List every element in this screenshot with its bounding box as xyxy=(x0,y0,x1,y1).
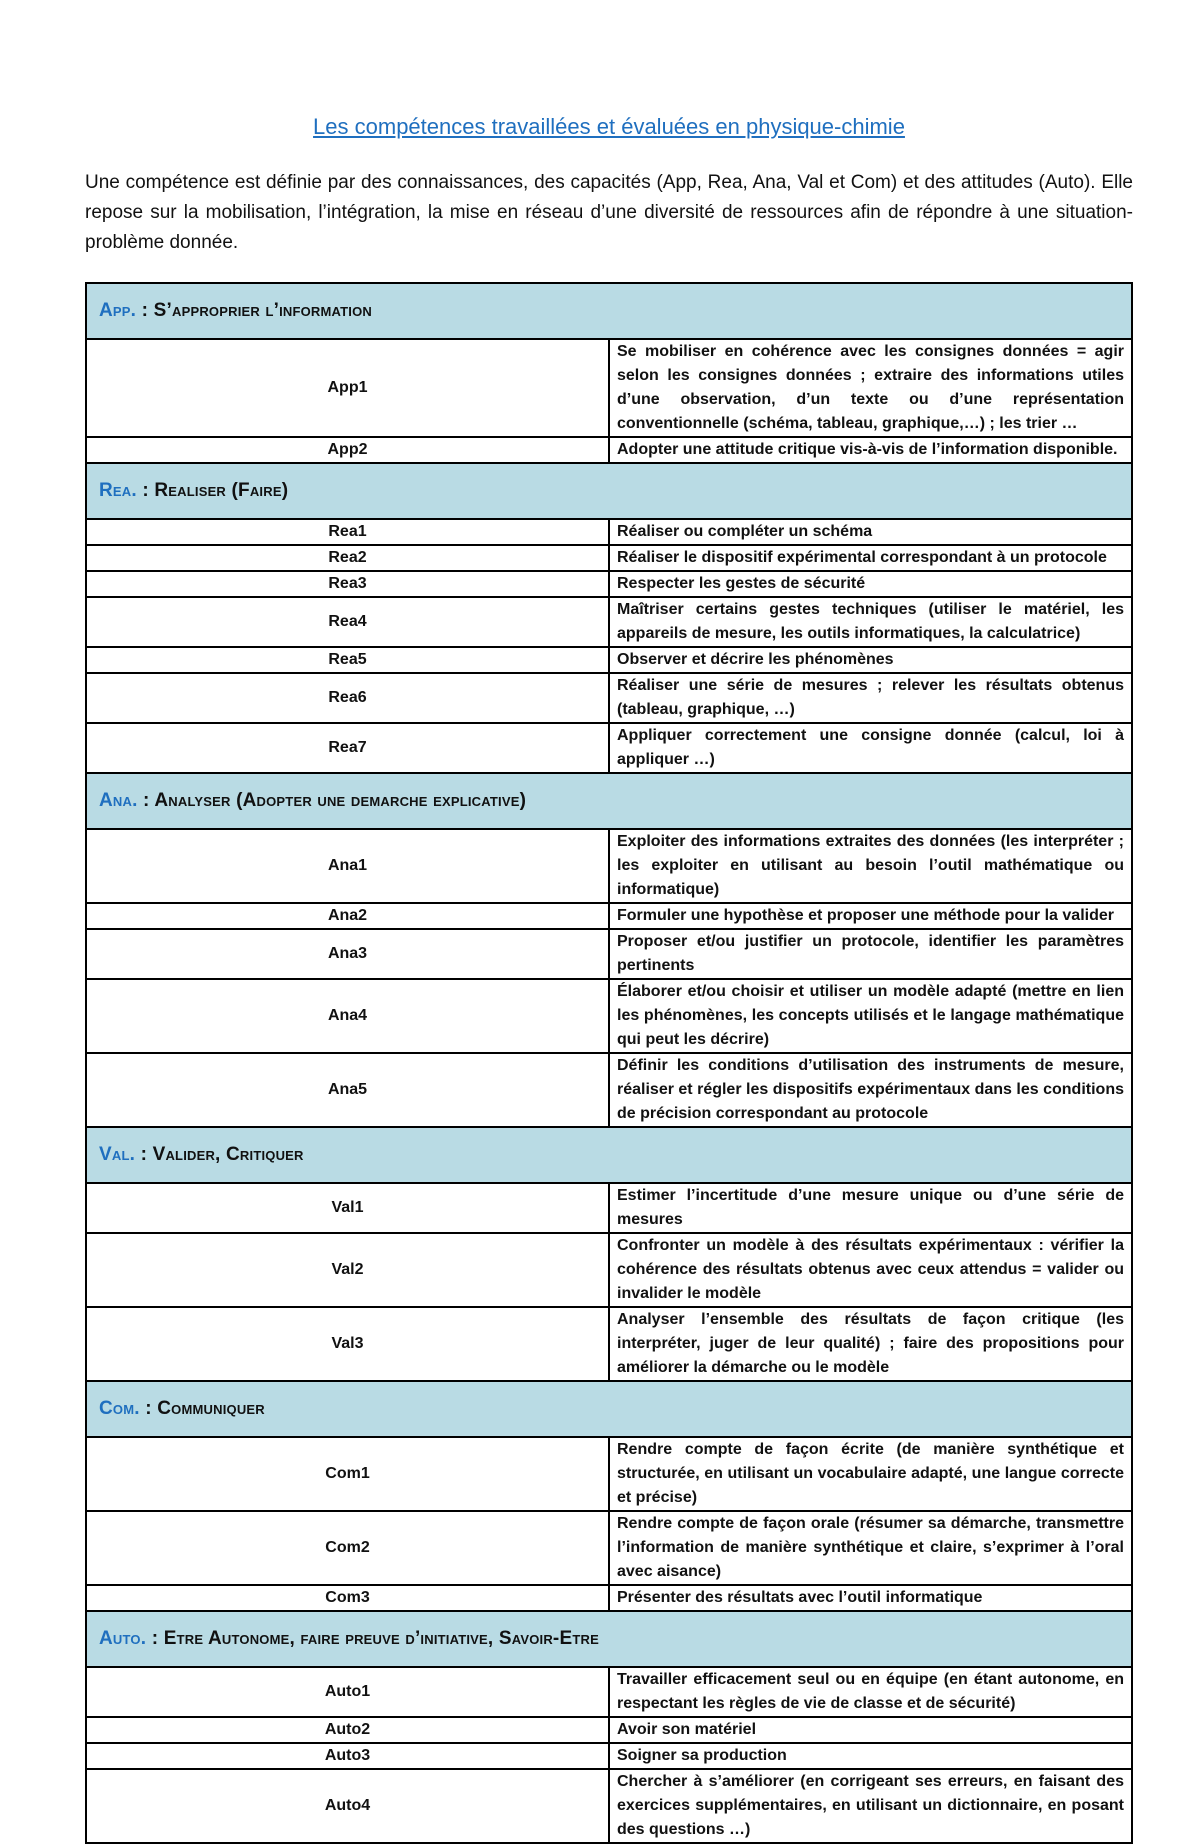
section-abbreviation: Ana. xyxy=(99,790,138,811)
competence-description: Définir les conditions d’utilisation des instruments de mesure, réaliser et régler les dispositifs expérimentaux dans les conditions de précision correspondant au protocole xyxy=(609,1053,1132,1127)
section-header-row xyxy=(86,1127,1132,1183)
competence-description: Adopter une attitude critique vis-à-vis de l’information disponible. xyxy=(609,437,1132,463)
competence-row xyxy=(86,979,1132,1053)
section-header-cell xyxy=(86,773,1132,829)
competence-code: Auto3 xyxy=(86,1743,609,1769)
competence-description: Avoir son matériel xyxy=(609,1717,1132,1743)
section-header-row xyxy=(86,283,1132,339)
competence-description: Réaliser le dispositif expérimental correspondant à un protocole xyxy=(609,545,1132,571)
competence-description: Appliquer correctement une consigne donnée (calcul, loi à appliquer …) xyxy=(609,723,1132,773)
competence-row xyxy=(86,571,1132,597)
competence-code: Rea3 xyxy=(86,571,609,597)
section-separator: : xyxy=(146,1628,164,1649)
competence-description: Proposer et/ou justifier un protocole, identifier les paramètres pertinents xyxy=(609,929,1132,979)
competence-code: Ana3 xyxy=(86,929,609,979)
competence-description: Travailler efficacement seul ou en équipe (en étant autonome, en respectant les règles de vie de classe et de sécurité) xyxy=(609,1667,1132,1717)
section-separator: : xyxy=(135,1144,153,1165)
competence-code: Val3 xyxy=(86,1307,609,1381)
competence-description: Analyser l’ensemble des résultats de façon critique (les interpréter, juger de leur qualité) ; faire des propositions pour améliorer la démarche ou le modèle xyxy=(609,1307,1132,1381)
section-header-cell xyxy=(86,1381,1132,1437)
section-name: Communiquer xyxy=(157,1398,265,1419)
competence-description: Formuler une hypothèse et proposer une méthode pour la valider xyxy=(609,903,1132,929)
competence-row xyxy=(86,929,1132,979)
competence-description: Estimer l’incertitude d’une mesure unique ou d’une série de mesures xyxy=(609,1183,1132,1233)
competence-row xyxy=(86,1769,1132,1843)
section-header-cell xyxy=(86,1127,1132,1183)
competence-row xyxy=(86,1667,1132,1717)
section-header-cell xyxy=(86,463,1132,519)
competence-code: Rea2 xyxy=(86,545,609,571)
competence-description: Élaborer et/ou choisir et utiliser un modèle adapté (mettre en lien les phénomènes, les concepts utilisés et le langage mathématique qui peut les décrire) xyxy=(609,979,1132,1053)
section-name: Etre Autonome, faire preuve d’initiative, Savoir-Etre xyxy=(163,1628,599,1649)
competence-row xyxy=(86,339,1132,437)
section-abbreviation: Auto. xyxy=(99,1628,147,1649)
competence-description: Exploiter des informations extraites des données (les interpréter ; les exploiter en utilisant au besoin l’outil mathématique ou informatique) xyxy=(609,829,1132,903)
competence-row xyxy=(86,723,1132,773)
competence-row xyxy=(86,1743,1132,1769)
section-separator: : xyxy=(139,1398,158,1419)
section-header-row xyxy=(86,463,1132,519)
competence-code: Auto2 xyxy=(86,1717,609,1743)
competence-row xyxy=(86,437,1132,463)
competence-description: Observer et décrire les phénomènes xyxy=(609,647,1132,673)
section-header-row xyxy=(86,1381,1132,1437)
competence-description: Chercher à s’améliorer (en corrigeant ses erreurs, en faisant des exercices supplémentaires, en utilisant un dictionnaire, en posant des questions …) xyxy=(609,1769,1132,1843)
competence-row xyxy=(86,545,1132,571)
section-abbreviation: Com. xyxy=(99,1398,140,1419)
intro-paragraph: Une compétence est définie par des connaissances, des capacités (App, Rea, Ana, Val et Com) et des attitudes (Auto). Elle repose sur la mobilisation, l’intégration, la mise en réseau d’une diversité de ressources afin de répondre à une situation-problème donnée. xyxy=(85,172,1133,253)
competence-code: Com2 xyxy=(86,1511,609,1585)
competences-table-body xyxy=(86,283,1132,1843)
document-page xyxy=(85,112,1133,1844)
competence-code: Rea6 xyxy=(86,673,609,723)
competence-row xyxy=(86,1307,1132,1381)
competence-row xyxy=(86,1717,1132,1743)
competence-row xyxy=(86,1511,1132,1585)
section-header-row xyxy=(86,1611,1132,1667)
competence-code: Val2 xyxy=(86,1233,609,1307)
section-separator: : xyxy=(136,300,154,321)
section-name: S’approprier l’information xyxy=(153,300,373,321)
section-name: Valider, Critiquer xyxy=(152,1144,304,1165)
competence-description: Rendre compte de façon orale (résumer sa démarche, transmettre l’information de manière synthétique et claire, s’exprimer à l’oral avec aisance) xyxy=(609,1511,1132,1585)
document-title: Les compétences travaillées et évaluées en physique-chimie xyxy=(313,114,905,139)
competence-code: Rea5 xyxy=(86,647,609,673)
competences-table xyxy=(85,282,1133,1844)
section-header-cell xyxy=(86,1611,1132,1667)
competence-description: Rendre compte de façon écrite (de manière synthétique et structurée, en utilisant un vocabulaire adapté, une langue correcte et précise) xyxy=(609,1437,1132,1511)
competence-description: Respecter les gestes de sécurité xyxy=(609,571,1132,597)
competence-code: Ana4 xyxy=(86,979,609,1053)
section-name: Realiser (Faire) xyxy=(154,480,289,501)
competence-code: App1 xyxy=(86,339,609,437)
section-name: Analyser (Adopter une demarche explicative) xyxy=(154,790,527,811)
competence-description: Se mobiliser en cohérence avec les consignes données = agir selon les consignes données ; extraire des informations utiles d’une observation, d’un texte ou d’une représentation conventionnelle (schéma, tableau, graphique,…) ; les trier … xyxy=(609,339,1132,437)
competence-code: Ana5 xyxy=(86,1053,609,1127)
competence-row xyxy=(86,647,1132,673)
competence-description: Présenter des résultats avec l’outil informatique xyxy=(609,1585,1132,1611)
section-header-row xyxy=(86,773,1132,829)
competence-row xyxy=(86,1053,1132,1127)
competence-code: Rea1 xyxy=(86,519,609,545)
competence-row xyxy=(86,519,1132,545)
competence-row xyxy=(86,1585,1132,1611)
competence-row xyxy=(86,673,1132,723)
competence-code: Auto4 xyxy=(86,1769,609,1843)
competence-description: Confronter un modèle à des résultats expérimentaux : vérifier la cohérence des résultats obtenus avec ceux attendus = valider ou invalider le modèle xyxy=(609,1233,1132,1307)
section-header-cell xyxy=(86,283,1132,339)
section-separator: : xyxy=(136,480,155,501)
competence-description: Soigner sa production xyxy=(609,1743,1132,1769)
competence-description: Maîtriser certains gestes techniques (utiliser le matériel, les appareils de mesure, les outils informatiques, la calculatrice) xyxy=(609,597,1132,647)
competence-code: Val1 xyxy=(86,1183,609,1233)
section-abbreviation: Rea. xyxy=(99,480,137,501)
section-separator: : xyxy=(137,790,155,811)
competence-row xyxy=(86,1437,1132,1511)
competence-code: Ana1 xyxy=(86,829,609,903)
competence-row xyxy=(86,597,1132,647)
section-abbreviation: App. xyxy=(99,300,137,321)
competence-code: Ana2 xyxy=(86,903,609,929)
competence-code: App2 xyxy=(86,437,609,463)
competence-code: Rea7 xyxy=(86,723,609,773)
competence-code: Com3 xyxy=(86,1585,609,1611)
competence-row xyxy=(86,829,1132,903)
section-abbreviation: Val. xyxy=(99,1144,136,1165)
competence-code: Com1 xyxy=(86,1437,609,1511)
competence-code: Auto1 xyxy=(86,1667,609,1717)
competence-row xyxy=(86,903,1132,929)
competence-description: Réaliser une série de mesures ; relever les résultats obtenus (tableau, graphique, …) xyxy=(609,673,1132,723)
competence-row xyxy=(86,1233,1132,1307)
competence-description: Réaliser ou compléter un schéma xyxy=(609,519,1132,545)
competence-code: Rea4 xyxy=(86,597,609,647)
competence-row xyxy=(86,1183,1132,1233)
